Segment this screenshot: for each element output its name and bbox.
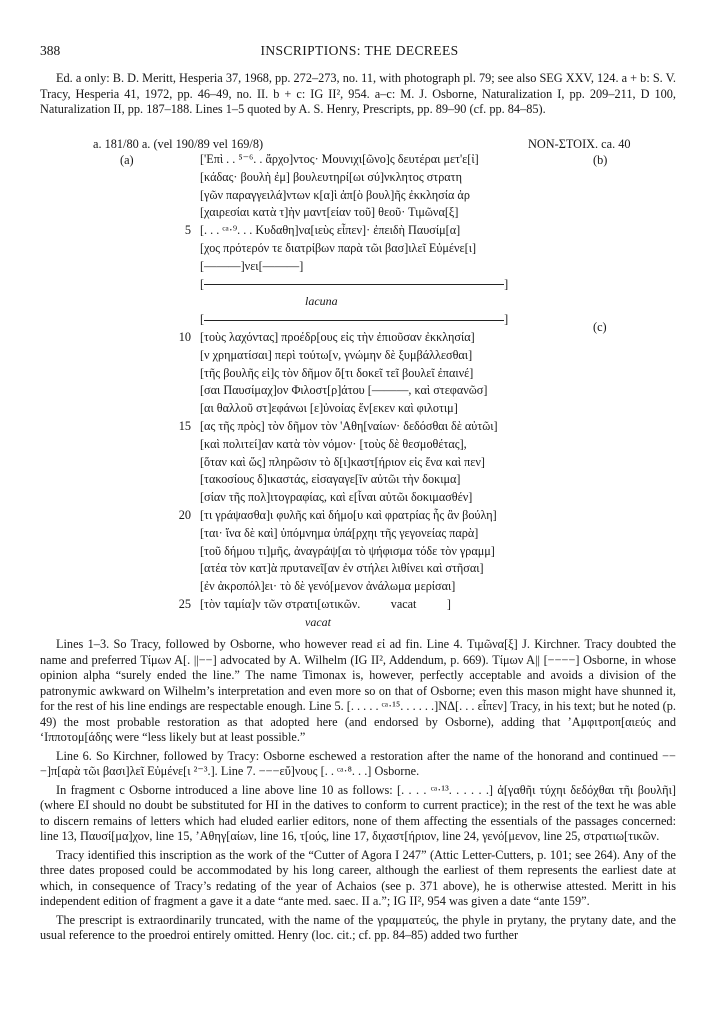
inscription-line: [κάδας· βουλὴ ἐμ] βουλευτηρί[ωι σύ]νκλητος στρατη	[200, 169, 462, 184]
inscription-lost-line: [ ]	[200, 276, 509, 291]
fragment-c-label: (c)	[593, 320, 607, 334]
inscription-text	[178, 151, 580, 632]
inscription-line: [γῶν παραγγειλά]ντων κ[α]ὶ ἀπ[ὸ βουλ]ῆς ἐκκλησία ἀρ	[200, 187, 470, 202]
page-number: 388	[40, 43, 61, 58]
running-title: INSCRIPTIONS: THE DECREES	[260, 43, 459, 58]
line-number: 25	[178, 596, 191, 611]
inscription-line: [τακοσίους δ]ικαστάς, εἰσαγαγε[ῖν αὐτῶι τὴν δοκιμα]	[200, 472, 461, 487]
line-number: 10	[178, 329, 191, 344]
inscription-line: 20 [τι γράψασθα]ι φυλῆς καὶ δήμο[υ καὶ φρατρίας ἧς ἂν βούλη]	[200, 507, 580, 525]
inscription-line: [χαιρεσίαι κατὰ τ]ὴν μαντ[είαν τοῦ] θεοῦ· Τιμῶνα[ξ]	[200, 205, 459, 220]
inscription-line: [τῆς βουλῆς εἰ]ς τὸν δῆμον ὅ[τι δοκεῖ τεῖ βουλεῖ ἐπαινέ]	[200, 365, 474, 380]
inscription-line: 25 [τὸν ταμία]ν τῶν στρατι[ωτικῶν. vacat ]	[200, 596, 580, 614]
inscription-line: 5 [. . . ᶜᵃ·⁹. . . Κυδαθη]να[ιεὺς εἶπεν]· ἐπειδὴ Παυσίμ[α]	[200, 222, 580, 240]
line-number: 5	[184, 223, 191, 238]
lacuna-label: lacuna	[305, 294, 338, 309]
inscription-date: a. 181/80 a. (vel 190/89 vel 169/8)	[93, 137, 264, 151]
inscription-line: [σαι Παυσίμαχ]ον Φιλοστ[ρ]άτου [———, καὶ στεφανῶσ]	[200, 383, 488, 398]
inscription-line: [καὶ πολιτεί]αν κατὰ τὸν νόμον· [τοὺς δὲ θεσμοθέτας],	[200, 436, 467, 451]
commentary-paragraph: Tracy identified this inscription as the work of the “Cutter of Agora I 247” (Attic Letter-Cutters, p. 101; see 264). Any of the three dates proposed could be accommodated by his long career, although the earliest of them represents the earliest date at which, in consequence of Tracy’s redating of the year of Achaios (see p. 371 above), he is otherwise attested. Meritt in his independent edition of fragment a gave it a date “ante med. saec. II a.”; IG II², 954 was given a date “ante 159”.	[40, 847, 676, 908]
commentary	[40, 637, 676, 947]
inscription-line: [———]νει[———]	[200, 258, 304, 273]
inscription-line: ['Επὶ . . ⁵⁻⁶. . ἄρχο]ντος· Μουνιχι[ῶνο]ς δευτέραι μετ'ε[ἰ]	[200, 152, 479, 166]
commentary-paragraph: The prescript is extraordinarily truncated, with the name of the γραμματεύς, the phyle in prytany, the prytany date, and the usual reference to the proedroi entirely omitted. Henry (loc. cit.; cf. pp. 84–85) added two further	[40, 912, 676, 942]
inscription-line: [ται· ἵνα δὲ καὶ] ὑπόμνημα ὑπά[ρχηι τῆς γεγονείας παρὰ]	[200, 525, 479, 540]
inscription-line: [ἐν ἀκροπόλ]ει· τὸ δὲ γενό[μενον ἀνάλωμα μερίσαι]	[200, 579, 456, 594]
fragment-a-label: (a)	[120, 153, 134, 167]
inscription-line: [ὅταν καὶ ὥς] πληρῶσιν τὸ δ[ι]καστ[ήριον εἰς ἕνα καὶ πεν]	[200, 454, 485, 469]
inscription-style: NON-ΣΤΟΙΧ. ca. 40	[528, 137, 631, 151]
commentary-paragraph: In fragment c Osborne introduced a line above line 10 as follows: [. . . . ᶜᵃ·¹³. . . . . .] ἀ[γαθῆι τύχηι δεδόχθαι τῆι βουλῆι] (where EI should no doubt be substituted for HI in the datives to conform to current practice); in the rest of the text he was able to discern remains of letters which had eluded earlier editors, none of them affecting the essentials of the passages concerned: line 13, Παυσί[μα]χον, line 15, ’Αθηγ[αίων, line 16, τ[ούς, line 17, διχαστ[ήριον, line 24, γενό[μενον, line 25, στρατιω[τικῶν.	[40, 782, 676, 843]
inscription-line: [ν χρηματίσαι] περὶ τούτω[ν, γνώμην δὲ ξυμβάλλεσθαι]	[200, 347, 473, 362]
vacat-label: vacat	[305, 614, 331, 629]
fragment-b-label: (b)	[593, 153, 608, 167]
edition-references: Ed. a only: B. D. Meritt, Hesperia 37, 1968, pp. 272–273, no. 11, with photograph pl. 79; see also SEG XXV, 124. a + b: S. V. Tracy, Hesperia 41, 1972, pp. 46–49, no. II. b + c: IG II², 954. a–c: M. J. Osborne, Naturalization I, pp. 209–211, D 100, Naturalization II, pp. 187–188. Lines 1–5 quoted by A. S. Henry, Prescripts, pp. 89–90 (cf. pp. 84–85).	[40, 71, 676, 117]
inscription-line: [αι θαλλοῦ στ]εφάνωι [ε]ὐνοίας ἕν[εκεν καὶ φιλοτιμ]	[200, 401, 458, 416]
line-number: 15	[178, 418, 191, 433]
line-number: 20	[178, 507, 191, 522]
inscription-line: [τοῦ δήμου τι]μῆς, ἀναγράψ[αι τὸ ψήφισμα τόδε τὸν γραμμ]	[200, 543, 495, 558]
inscription-line: [σίαν τῆς πολ]ιτογραφίας, καὶ ε[ἶναι αὐτῶι δοκιμασθέν]	[200, 490, 473, 505]
inscription-line: 10 [τοὺς λαχόντας] προέδρ[ους εἰς τὴν ἐπιοῦσαν ἐκκλησία]	[200, 329, 580, 347]
inscription-line: [ατέα τὸν κατ]ὰ πρυτανεῖ[αν ἐν στήλει λιθίνει καὶ στῆσαι]	[200, 561, 484, 576]
inscription-line: 15 [ας τῆς πρὸς] τὸν δῆμον τὸν 'Αθη[ναίων· δεδόσθαι δὲ αὐτῶι]	[200, 418, 580, 436]
inscription-line: [χος πρότερόν τε διατρίβων παρὰ τῶι βασ]ιλεῖ Εὐμένε[ι]	[200, 240, 477, 255]
inscription-lost-line: [ ]	[200, 312, 509, 327]
commentary-paragraph: Lines 1–3. So Tracy, followed by Osborne, who however read εἰ ad fin. Line 4. Τιμῶνα[ξ] J. Kirchner. Tracy doubted the name and preferred Τίμων Α[. ||−−] advocated by A. Wilhelm (IG II², Addendum, p. 669). Τίμων Α|| [−−−−] Osborne, in whose opinion alpha “surely ended the line.” The name Timonax is, however, perfectly acceptable and avoids a division of the patronymic awkward on Wilhelm’s interpretation and even more so on that of Osborne; even this mason might have shunned it, for the rest of his line endings are respectable enough. Line 5. [. . . . . ᶜᵃ·¹⁵. . . . . .]ΝΔ[. . . εἶπεν] Tracy, in his text; but he noted (p. 49) the most probable restoration as that adopted here (and endorsed by Osborne), adding that ’Αμφιτροπ[αιεύς and ‘Ιπποτομ[άδης were “less likely but at least possible.”	[40, 637, 676, 744]
commentary-paragraph: Line 6. So Kirchner, followed by Tracy: Osborne eschewed a restoration after the name of the honorand and continued −−−]π[αρὰ τῶι βασι]λεῖ Εὐμένε[ι ²⁻³.]. Line 7. −−−εὔ]νους [. . ᶜᵃ·⁸. . .] Osborne.	[40, 748, 676, 778]
